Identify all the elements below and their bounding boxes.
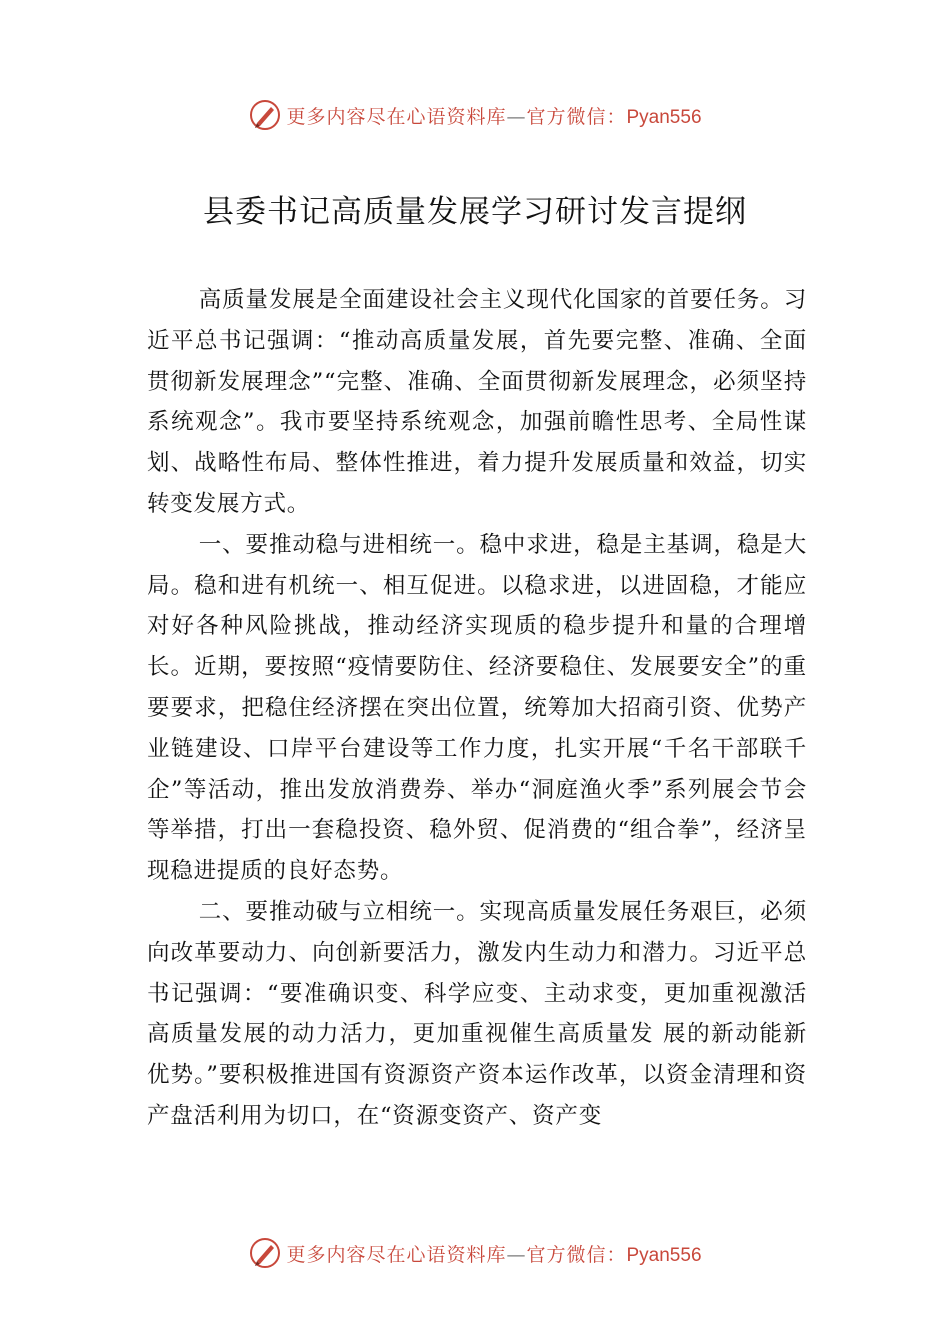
banner-text — [286, 1240, 701, 1267]
banner-wechat-id: Pyan556 — [626, 1244, 702, 1266]
paragraph-section-one: 一、要推动稳与进相统一。稳中求进，稳是主基调，稳是大局。稳和进有机统一、相互促进。以稳求进，以进固稳，才能应对好各种风险挑战，推动经济实现质的稳步提升和量的合理增长。近期，要按照“疫情要防住、经济要稳住、发展要安全”的重要要求，把稳住经济摆在突出位置，统筹加大招商引资、优势产业链建设、口岸平台建设等工作力度，扎实开展“千名干部联千企”等活动，推出发放消费券、举办“洞庭渔火季”系列展会节会等举措，打出一套稳投资、稳外贸、促消费的“组合拳”，经济呈现稳进提质的良好态势。 — [147, 531, 807, 885]
document-title: 县委书记高质量发展学习研讨发言提纲 — [203, 194, 747, 230]
pen-logo-icon — [248, 1236, 282, 1270]
banner-library-text: 更多内容尽在心语资料库 — [286, 105, 507, 128]
paragraph-intro: 高质量发展是全面建设社会主义现代化国家的首要任务。习近平总书记强调：“推动高质量发展，首先要完整、准确、全面贯彻新发展理念”“完整、准确、全面贯彻新发展理念，必须坚持系统观念”。我市要坚持系统观念，加强前瞻性思考、全局性谋划、战略性布局、整体性推进，着力提升发展质量和效益，切实转变发展方式。 — [147, 287, 807, 517]
banner-wechat-label: 官方微信： — [526, 105, 627, 128]
banner-dash: — — [506, 105, 527, 128]
banner-wechat-id: Pyan556 — [626, 106, 702, 128]
pen-logo-icon — [248, 98, 282, 132]
paragraph-section-two: 二、要推动破与立相统一。实现高质量发展任务艰巨，必须向改革要动力、向创新要活力，激发内生动力和潜力。习近平总书记强调：“要准确识变、科学应变、主动求变，更加重视激活高质量发展的动力活力，更加重视催生高质量发 展的新动能新优势。”要积极推进国有资源资产资本运作改革，以资金清理和资产盘活利用为切口，在“资源变资产、资产变 — [147, 898, 807, 1129]
banner-dash: — — [506, 1243, 527, 1266]
banner-text — [286, 102, 701, 129]
banner-library-text: 更多内容尽在心语资料库 — [286, 1243, 507, 1266]
footer-banner — [0, 1233, 950, 1273]
banner-wechat-label: 官方微信： — [526, 1243, 627, 1266]
header-banner — [0, 95, 950, 135]
document-body — [147, 280, 807, 1137]
